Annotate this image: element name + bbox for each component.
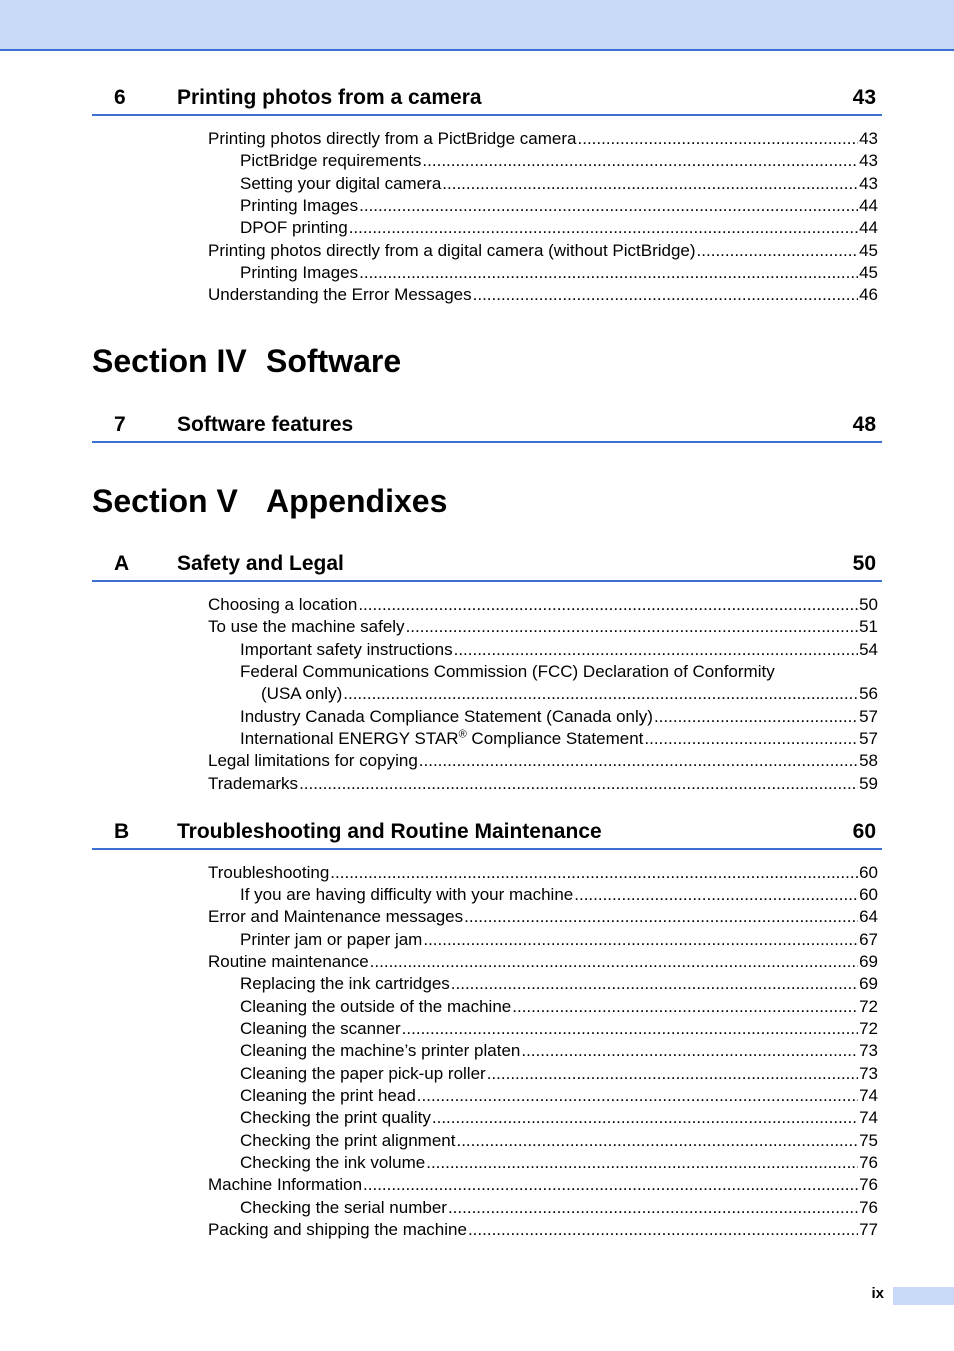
- toc-entry-label: Troubleshooting: [208, 863, 330, 882]
- toc-entry[interactable]: [240, 707, 878, 729]
- chapter-title: Safety and Legal: [177, 552, 344, 575]
- toc-entry-label: DPOF printing: [240, 218, 348, 237]
- dot-leader: [343, 684, 858, 704]
- toc-entry-label: Cleaning the machine’s printer platen: [240, 1041, 521, 1060]
- toc-entry[interactable]: [208, 595, 878, 617]
- dot-leader: [487, 1064, 858, 1084]
- toc-entry[interactable]: [208, 129, 878, 151]
- toc-entry-page: 77: [859, 1220, 878, 1239]
- page-tab-marker: [893, 1287, 954, 1305]
- toc-entry-page: 54: [859, 640, 878, 659]
- toc-entry[interactable]: [240, 196, 878, 218]
- toc-entry-label: Cleaning the scanner: [240, 1019, 401, 1038]
- dot-leader: [370, 952, 858, 972]
- toc-entry[interactable]: [240, 729, 878, 751]
- chapter-title: Troubleshooting and Routine Maintenance: [177, 820, 602, 843]
- toc-entry[interactable]: [240, 1153, 878, 1175]
- dot-leader: [697, 241, 859, 261]
- toc-entry-label: Legal limitations for copying: [208, 751, 418, 770]
- toc-entry[interactable]: [240, 885, 878, 907]
- dot-leader: [464, 907, 858, 927]
- toc-entry-page: 69: [859, 952, 878, 971]
- dot-leader: [468, 1220, 858, 1240]
- toc-entry-label: [240, 729, 643, 749]
- chapter-number: 7: [114, 413, 126, 436]
- toc-entry-label-end: Compliance Statement: [466, 729, 644, 748]
- section-label: Section IV: [92, 343, 247, 379]
- section-title: Software: [266, 343, 402, 379]
- toc-entry[interactable]: [208, 285, 878, 307]
- toc-entry[interactable]: [240, 263, 878, 285]
- toc-entry[interactable]: [240, 997, 878, 1019]
- header-band: [0, 0, 954, 51]
- dot-leader: [578, 129, 859, 149]
- dot-leader: [299, 774, 858, 794]
- dot-leader: [363, 1175, 858, 1195]
- dot-leader: [442, 174, 858, 194]
- toc-entry[interactable]: [240, 1198, 878, 1220]
- toc-entry-label: Cleaning the print head: [240, 1086, 416, 1105]
- dot-leader: [512, 997, 858, 1017]
- dot-leader: [448, 1198, 858, 1218]
- toc-entry-label: Cleaning the outside of the machine: [240, 997, 512, 1016]
- section-heading-iv: [92, 343, 402, 380]
- chapter-page: 43: [852, 86, 876, 109]
- toc-entry-label: Printing photos directly from a digital camera (without PictBridge): [208, 241, 696, 260]
- toc-entry[interactable]: [240, 1108, 878, 1130]
- toc-entry-label: Routine maintenance: [208, 952, 369, 971]
- toc-entry-page: 64: [859, 907, 878, 926]
- toc-entry-page: 74: [859, 1086, 878, 1105]
- toc-entry-label: Printer jam or paper jam: [240, 930, 423, 949]
- page-number: ix: [871, 1285, 884, 1302]
- toc-entry-label: Checking the serial number: [240, 1198, 447, 1217]
- chapter-number: B: [114, 820, 130, 843]
- toc-entry-page: 60: [859, 863, 878, 882]
- toc-entry[interactable]: [240, 1064, 878, 1086]
- toc-entry[interactable]: [208, 617, 878, 639]
- registered-mark: ®: [458, 728, 467, 741]
- toc-entry-page: 76: [859, 1175, 878, 1194]
- toc-entry[interactable]: [208, 774, 878, 796]
- dot-leader: [422, 151, 858, 171]
- toc-entry[interactable]: [240, 974, 878, 996]
- dot-leader: [359, 263, 858, 283]
- toc-entry-label: Replacing the ink cartridges: [240, 974, 450, 993]
- toc-entry-page: 57: [859, 729, 878, 748]
- toc-entry-page: 45: [859, 241, 878, 260]
- chapter-heading-a[interactable]: [92, 552, 882, 582]
- dot-leader: [521, 1041, 858, 1061]
- toc-entry[interactable]: [208, 952, 878, 974]
- toc-entry-page: 76: [859, 1198, 878, 1217]
- toc-entry[interactable]: [240, 218, 878, 240]
- toc-entry-label: Printing Images: [240, 263, 359, 282]
- toc-entry-label: Checking the print quality: [240, 1108, 431, 1127]
- toc-entry[interactable]: [240, 1131, 878, 1153]
- toc-entry-label: Industry Canada Compliance Statement (Canada only): [240, 707, 653, 726]
- toc-entry-page: 50: [859, 595, 878, 614]
- chapter-page: 60: [852, 820, 876, 843]
- dot-leader: [654, 707, 858, 727]
- dot-leader: [359, 196, 858, 216]
- chapter-heading-b[interactable]: [92, 820, 882, 850]
- toc-entry-page: 67: [859, 930, 878, 949]
- toc-entry-page: 43: [859, 174, 878, 193]
- toc-entry[interactable]: [240, 640, 878, 662]
- toc-entry-label: Printing Images: [240, 196, 359, 215]
- toc-entry-page: 73: [859, 1064, 878, 1083]
- toc-entry-page: 44: [859, 196, 878, 215]
- toc-entry-page: 73: [859, 1041, 878, 1060]
- toc-entry-page: 44: [859, 218, 878, 237]
- toc-entry-label-start: International ENERGY STAR: [240, 729, 459, 748]
- toc-entry-label: To use the machine safely: [208, 617, 405, 636]
- dot-leader: [349, 218, 858, 238]
- toc-entry-page: 43: [859, 129, 878, 148]
- toc-entry[interactable]: [208, 1220, 878, 1242]
- toc-entry[interactable]: [208, 751, 878, 773]
- dot-leader: [432, 1108, 858, 1128]
- chapter-number: A: [114, 552, 130, 575]
- dot-leader: [473, 285, 858, 305]
- dot-leader: [456, 1131, 858, 1151]
- dot-leader: [574, 885, 858, 905]
- chapter-page: 48: [852, 413, 876, 436]
- toc-entry-label: PictBridge requirements: [240, 151, 422, 170]
- toc-entry-page: 74: [859, 1108, 878, 1127]
- toc-entry-label: Printing photos directly from a PictBridge camera: [208, 129, 577, 148]
- chapter-page: 50: [852, 552, 876, 575]
- dot-leader: [402, 1019, 858, 1039]
- toc-entry-label: Trademarks: [208, 774, 299, 793]
- dot-leader: [454, 640, 858, 660]
- toc-entry-label: Checking the print alignment: [240, 1131, 456, 1150]
- toc-entry-page: 51: [859, 617, 878, 636]
- toc-entry-page: 58: [859, 751, 878, 770]
- dot-leader: [358, 595, 858, 615]
- toc-entry-page: 57: [859, 707, 878, 726]
- toc-entry-page: 72: [859, 1019, 878, 1038]
- toc-entry-page: 43: [859, 151, 878, 170]
- toc-entry-label: Error and Maintenance messages: [208, 907, 464, 926]
- toc-entry-label: Important safety instructions: [240, 640, 453, 659]
- toc-entry[interactable]: [240, 930, 878, 952]
- toc-entry[interactable]: [208, 907, 878, 929]
- toc-entry-label: Packing and shipping the machine: [208, 1220, 467, 1239]
- section-label: Section V: [92, 483, 238, 519]
- toc-entry-page: 75: [859, 1131, 878, 1150]
- toc-entry[interactable]: [240, 174, 878, 196]
- toc-entry-page: 45: [859, 263, 878, 282]
- toc-entry[interactable]: [240, 1019, 878, 1041]
- toc-entry-page: 76: [859, 1153, 878, 1172]
- toc-entry[interactable]: [208, 241, 878, 263]
- dot-leader: [417, 1086, 858, 1106]
- toc-entry-label: Choosing a location: [208, 595, 358, 614]
- chapter-title: Software features: [177, 413, 354, 436]
- toc-entry-label: Checking the ink volume: [240, 1153, 426, 1172]
- toc-entry[interactable]: [208, 1175, 878, 1197]
- chapter-number: 6: [114, 86, 126, 109]
- toc-entry-label-line[interactable]: Federal Communications Commission (FCC) Declaration of Conformity: [240, 662, 775, 681]
- toc-entry-page: 59: [859, 774, 878, 793]
- toc-entry-label: Machine Information: [208, 1175, 363, 1194]
- toc-entry-label: If you are having difficulty with your machine: [240, 885, 574, 904]
- toc-entry-page: 56: [859, 684, 878, 703]
- toc-entry-label: (USA only): [261, 684, 343, 703]
- section-heading-v: [92, 483, 448, 520]
- chapter-title: Printing photos from a camera: [177, 86, 482, 109]
- dot-leader: [330, 863, 858, 883]
- section-title: Appendixes: [266, 483, 448, 519]
- dot-leader: [423, 930, 858, 950]
- dot-leader: [419, 751, 858, 771]
- toc-entry[interactable]: [261, 684, 878, 706]
- dot-leader: [451, 974, 858, 994]
- toc-entry-label: Understanding the Error Messages: [208, 285, 472, 304]
- toc-entry-label: Setting your digital camera: [240, 174, 442, 193]
- toc-entry-page: 60: [859, 885, 878, 904]
- dot-leader: [426, 1153, 858, 1173]
- chapter-heading-7[interactable]: [92, 413, 882, 443]
- toc-entry[interactable]: [208, 863, 878, 885]
- dot-leader: [644, 729, 858, 749]
- toc-entry-page: 72: [859, 997, 878, 1016]
- toc-entry[interactable]: [240, 1041, 878, 1063]
- toc-entry-page: 69: [859, 974, 878, 993]
- toc-entry-page: 46: [859, 285, 878, 304]
- toc-entry-label: Cleaning the paper pick-up roller: [240, 1064, 486, 1083]
- toc-entry[interactable]: [240, 1086, 878, 1108]
- dot-leader: [406, 617, 859, 637]
- toc-entry[interactable]: [240, 151, 878, 173]
- chapter-heading-6[interactable]: [92, 86, 882, 116]
